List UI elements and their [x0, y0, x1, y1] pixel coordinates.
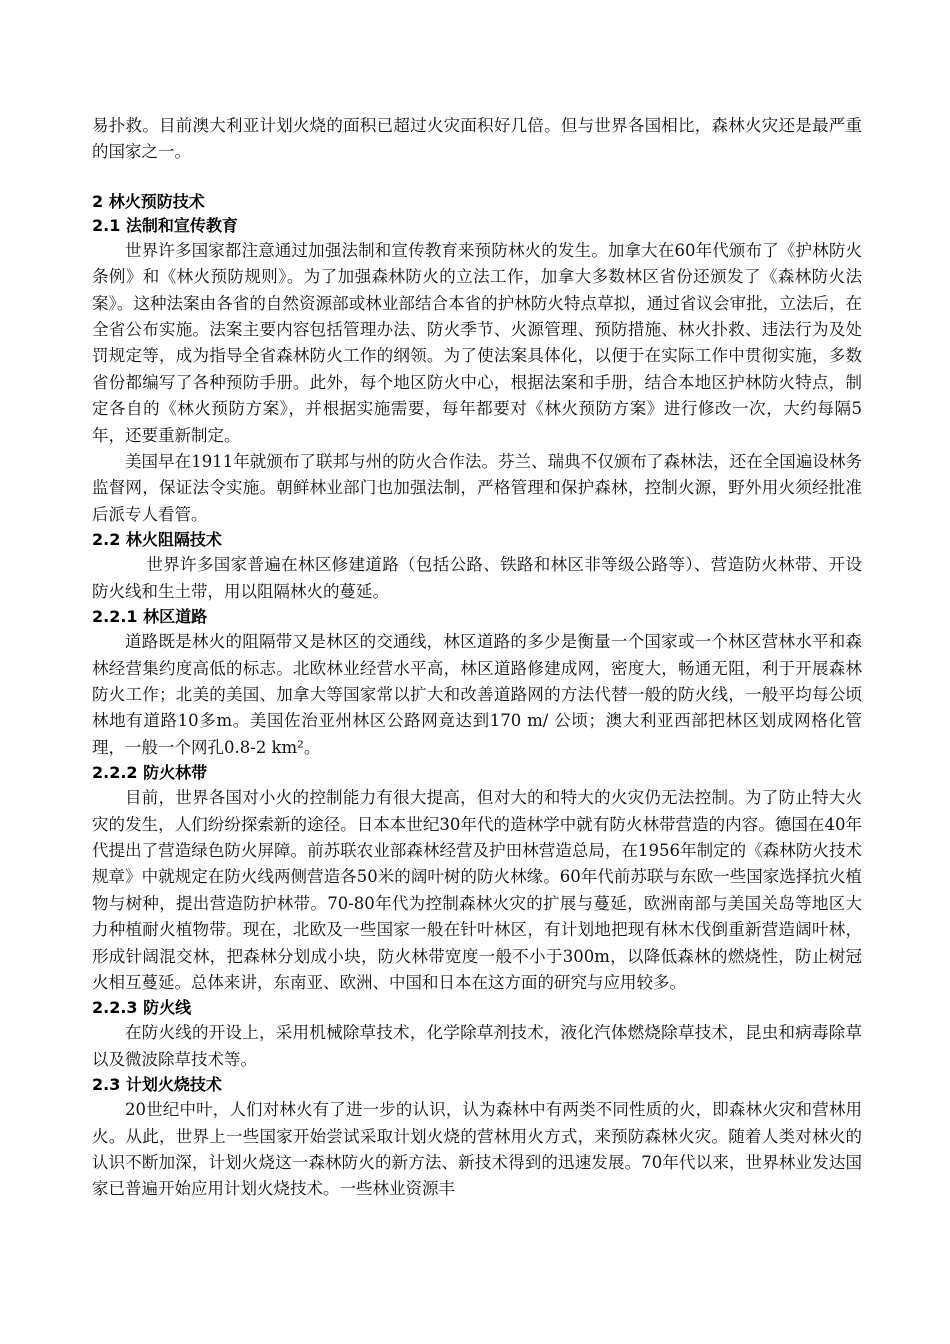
document-page: [92, 113, 862, 1203]
section-2-2-1-heading: 2.2.1 林区道路: [92, 607, 208, 627]
section-2-heading: 2 林火预防技术: [92, 191, 205, 211]
section-2-2-3-heading: 2.2.3 防火线: [92, 998, 192, 1018]
section-gap: [92, 166, 862, 190]
section-2-2-3-paragraph: 在防火线的开设上，采用机械除草技术，化学除草剂技术，液化汽体燃烧除草技术，昆虫和病毒除草以及微波除草技术等。: [92, 1023, 862, 1069]
section-2-1-paragraph-1: 世界许多国家都注意通过加强法制和宣传教育来预防林火的发生。加拿大在60年代颁布了《护林防火条例》和《林火预防规则》。为了加强森林防火的立法工作，加拿大多数林区省份还颁发了《森林防火法案》。这种法案由各省的自然资源部或林业部结合本省的护林防火特点草拟，通过省议会审批，立法后，在全省公布实施。法案主要内容包括管理办法、防火季节、火源管理、预防措施、林火扑救、违法行为及处罚规定等，成为指导全省森林防火工作的纲领。为了使法案具体化，以便于在实际工作中贯彻实施，多数省份都编写了各种预防手册。此外，每个地区防火中心，根据法案和手册，结合本地区护林防火特点，制定各自的《林火预防方案》，并根据实施需要，每年都要对《林火预防方案》进行修改一次，大约每隔5年，还要重新制定。: [92, 240, 862, 445]
section-2-2-heading: 2.2 林火阻隔技术: [92, 530, 222, 550]
section-2-2-1-paragraph: 道路既是林火的阻隔带又是林区的交通线，林区道路的多少是衡量一个国家或一个林区营林水平和森林经营集约度高低的标志。北欧林业经营水平高，林区道路修建成网，密度大，畅通无阻，利于开展森林防火工作；北美的美国、加拿大等国家常以扩大和改善道路网的方法代替一般的防火线，一般平均每公顷林地有道路10多m。美国佐治亚州林区公路网竟达到170 m/ 公顷；澳大利亚西部把林区划成网格化管理，一般一个网孔0.8-2 km²。: [92, 632, 862, 757]
section-2-2-paragraph: 世界许多国家普遍在林区修建道路（包括公路、铁路和林区非等级公路等）、营造防火林带、开设防火线和生土带，用以阻隔林火的蔓延。: [92, 555, 862, 601]
section-2-3-paragraph: 20世纪中叶，人们对林火有了进一步的认识，认为森林中有两类不同性质的火，即森林火灾和营林用火。从此，世界上一些国家开始尝试采取计划火烧的营林用火方式，来预防森林火灾。随着人类对林火的认识不断加深，计划火烧这一森林防火的新方法、新技术得到的迅速发展。70年代以来，世界林业发达国家已普遍开始应用计划火烧技术。一些林业资源丰: [92, 1100, 862, 1199]
section-2-1-paragraph-2: 美国早在1911年就颁布了联邦与州的防火合作法。芬兰、瑞典不仅颁布了森林法，还在全国遍设林务监督网，保证法令实施。朝鲜林业部门也加强法制，严格管理和保护森林，控制火源，野外用火须经批准后派专人看管。: [92, 452, 862, 524]
section-2-2-2-heading: 2.2.2 防火林带: [92, 763, 208, 783]
intro-paragraph: 易扑救。目前澳大利亚计划火烧的面积已超过火灾面积好几倍。但与世界各国相比，森林火灾还是最严重的国家之一。: [92, 116, 862, 162]
section-2-2-2-paragraph: 目前，世界各国对小火的控制能力有很大提高，但对大的和特大的火灾仍无法控制。为了防止特大火灾的发生，人们纷纷探索新的途径。日本本世纪30年代的造林学中就有防火林带营造的内容。德国在40年代提出了营造绿色防火屏障。前苏联农业部森林经营及护田林营造总局，在1956年制定的《森林防火技术规章》中就规定在防火线两侧营造各50米的阔叶树的防火林缘。60年代前苏联与东欧一些国家选择抗火植物与树种，提出营造防护林带。70-80年代为控制森林火灾的扩展与蔓延，欧洲南部与美国关岛等地区大力种植耐火植物带。现在，北欧及一些国家一般在针叶林区，有计划地把现有林木伐倒重新营造阔叶林，形成针阔混交林，把森林分划成小块，防火林带宽度一般不小于300m，以降低森林的燃烧性，防止树冠火相互蔓延。总体来讲，东南亚、欧洲、中国和日本在这方面的研究与应用较多。: [92, 788, 862, 992]
section-2-3-heading: 2.3 计划火烧技术: [92, 1075, 222, 1095]
section-2-1-heading: 2.1 法制和宣传教育: [92, 215, 238, 235]
